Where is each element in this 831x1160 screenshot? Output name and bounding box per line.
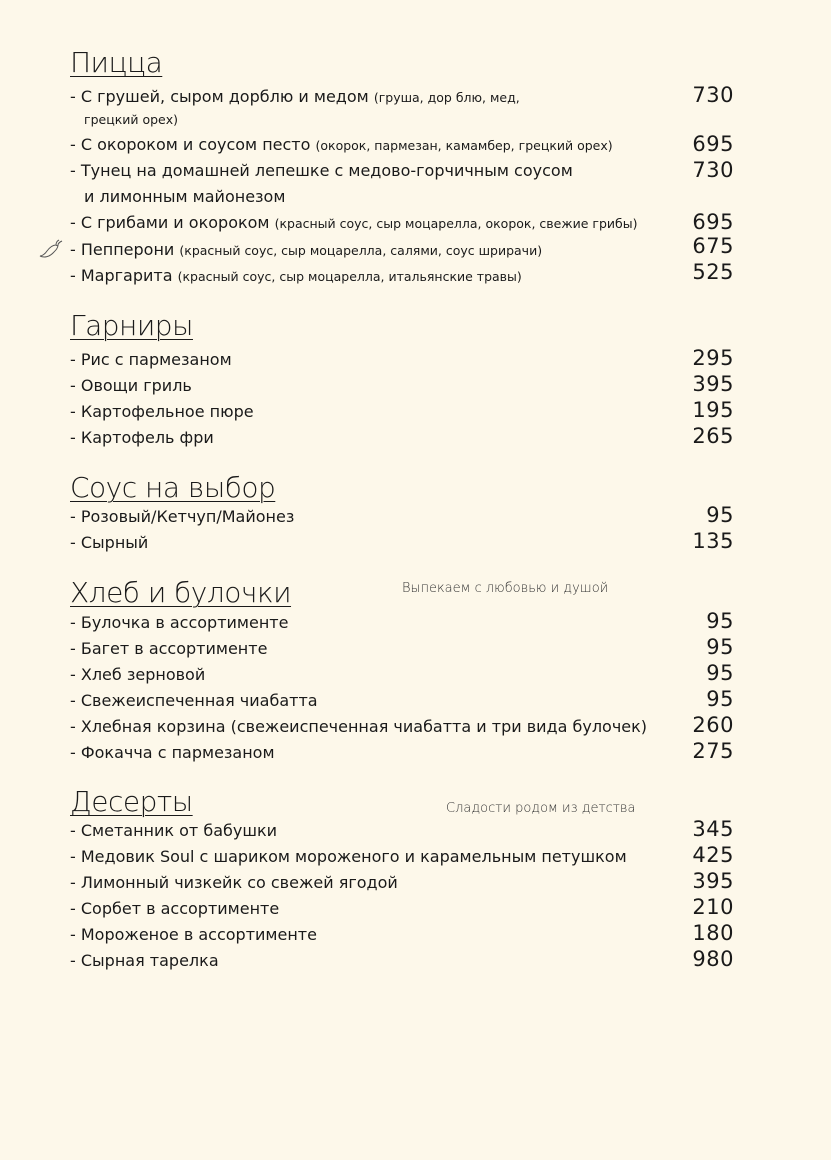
- item-name: - С грибами и окороком: [70, 213, 270, 232]
- item-price: 730: [692, 158, 734, 182]
- menu-item: - Розовый/Кетчуп/Майонез: [70, 507, 295, 526]
- menu-item: [70, 86, 520, 131]
- section-title-desserts: Десерты: [70, 785, 193, 818]
- item-price: 180: [692, 921, 734, 945]
- menu-item: - Рис с пармезаном: [70, 350, 232, 369]
- menu-item: - Картофель фри: [70, 428, 214, 447]
- menu-item: - Сорбет в ассортименте: [70, 899, 280, 918]
- menu-item: [70, 212, 637, 235]
- item-price: 345: [692, 817, 734, 841]
- item-desc: (красный соус, сыр моцарелла, окорок, свежие грибы): [274, 216, 638, 231]
- item-desc: (красный соус, сыр моцарелла, итальянские травы): [177, 269, 522, 284]
- menu-item: - Свежеиспеченная чиабатта: [70, 691, 318, 710]
- item-price: 95: [706, 635, 734, 659]
- section-tagline: Сладости родом из детства: [446, 801, 636, 816]
- item-desc-cont: грецкий орех): [84, 112, 179, 127]
- item-name: - С грушей, сыром дорблю и медом: [70, 87, 369, 106]
- item-price: 980: [692, 947, 734, 971]
- menu-item: - Хлеб зерновой: [70, 665, 206, 684]
- item-price: 395: [692, 869, 734, 893]
- item-name: - Тунец на домашней лепешке с медово-горчичным соусом: [70, 161, 573, 180]
- menu-item: - Сырный: [70, 533, 149, 552]
- item-price: 265: [692, 424, 734, 448]
- item-price: 95: [706, 687, 734, 711]
- item-desc: (груша, дор блю, мед,: [373, 90, 520, 105]
- chili-pepper-icon: [39, 237, 65, 259]
- item-price: 135: [692, 529, 734, 553]
- menu-item: [70, 160, 573, 208]
- item-price: 95: [706, 661, 734, 685]
- item-price: 275: [692, 739, 734, 763]
- menu-item: - Картофельное пюре: [70, 402, 254, 421]
- item-price: 730: [692, 83, 734, 107]
- item-price: 695: [692, 210, 734, 234]
- item-price: 195: [692, 398, 734, 422]
- item-price: 695: [692, 132, 734, 156]
- menu-item: - Булочка в ассортименте: [70, 613, 289, 632]
- section-title-pizza: Пицца: [70, 46, 163, 79]
- menu-item: - Багет в ассортименте: [70, 639, 268, 658]
- item-price: 260: [692, 713, 734, 737]
- menu-item: - Медовик Soul с шариком мороженого и карамельным петушком: [70, 847, 627, 866]
- menu-item: - Фокачча с пармезаном: [70, 743, 275, 762]
- item-price: 395: [692, 372, 734, 396]
- menu-item: - Овощи гриль: [70, 376, 192, 395]
- menu-item: - Мороженое в ассортименте: [70, 925, 317, 944]
- item-desc: (красный соус, сыр моцарелла, салями, соус шрирачи): [179, 243, 543, 258]
- section-title-sides: Гарниры: [70, 309, 193, 342]
- item-price: 425: [692, 843, 734, 867]
- item-price: 525: [692, 260, 734, 284]
- section-tagline: Выпекаем с любовью и душой: [402, 581, 609, 596]
- item-name: - С окороком и соусом песто: [70, 135, 311, 154]
- item-name: - Пепперони: [70, 240, 175, 259]
- item-price: 95: [706, 503, 734, 527]
- section-title-bread: Хлеб и булочки: [70, 576, 292, 609]
- item-name: - Маргарита: [70, 266, 173, 285]
- section-title-sauce: Соус на выбор: [70, 471, 276, 504]
- item-price: 95: [706, 609, 734, 633]
- menu-item: [70, 134, 613, 157]
- menu-item: - Хлебная корзина (свежеиспеченная чиабатта и три вида булочек): [70, 717, 648, 736]
- menu-item: [70, 239, 542, 262]
- item-name-cont: и лимонным майонезом: [84, 187, 286, 206]
- item-price: 210: [692, 895, 734, 919]
- menu-item: - Сырная тарелка: [70, 951, 219, 970]
- item-price: 295: [692, 346, 734, 370]
- item-price: 675: [692, 234, 734, 258]
- menu-item: - Лимонный чизкейк со свежей ягодой: [70, 873, 398, 892]
- menu-item: - Сметанник от бабушки: [70, 821, 278, 840]
- menu-item: [70, 265, 522, 288]
- item-desc: (окорок, пармезан, камамбер, грецкий орех): [315, 138, 613, 153]
